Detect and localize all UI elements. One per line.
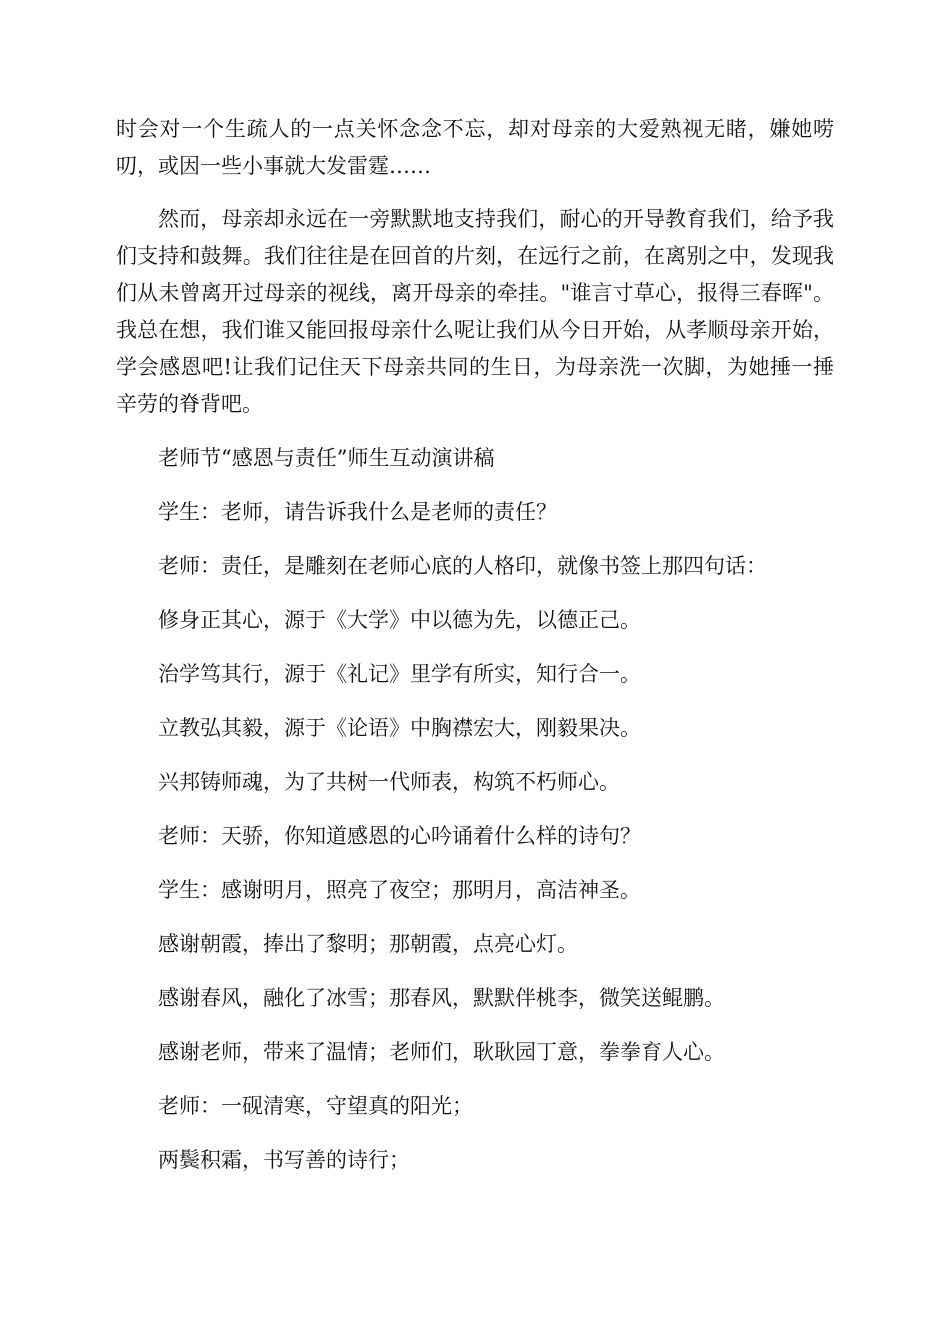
speech-line: 两鬓积霜，书写善的诗行； bbox=[158, 1148, 410, 1172]
speech-line: 老师：责任，是雕刻在老师心底的人格印，就像书签上那四句话： bbox=[158, 554, 767, 578]
speech-lines bbox=[116, 440, 834, 1179]
speech-line: 学生：感谢明月，照亮了夜空；那明月，高洁神圣。 bbox=[158, 878, 641, 902]
speech-line: 感谢朝霞，捧出了黎明；那朝霞，点亮心灯。 bbox=[158, 932, 578, 956]
paragraph-1: 时会对一个生疏人的一点关怀念念不忘，却对母亲的大爱熟视无睹，嫌她唠叨，或因一些小事就大发雷霆…… bbox=[116, 117, 834, 178]
speech-line: 学生：老师，请告诉我什么是老师的责任？ bbox=[158, 500, 557, 524]
speech-line: 感谢春风，融化了冰雪；那春风，默默伴桃李，微笑送鲲鹏。 bbox=[158, 986, 725, 1010]
speech-line: 治学笃其行，源于《礼记》里学有所实，知行合一。 bbox=[158, 662, 641, 686]
speech-title: 老师节“感恩与责任”师生互动演讲稿 bbox=[158, 446, 495, 470]
speech-line: 老师：天骄，你知道感恩的心吟诵着什么样的诗句？ bbox=[158, 824, 641, 848]
speech-line: 立教弘其毅，源于《论语》中胸襟宏大，刚毅果决。 bbox=[158, 716, 641, 740]
document-body bbox=[116, 111, 834, 1179]
speech-line: 修身正其心，源于《大学》中以德为先，以德正己。 bbox=[158, 608, 641, 632]
speech-line: 老师：一砚清寒，守望真的阳光； bbox=[158, 1094, 473, 1118]
paragraph-2: 然而，母亲却永远在一旁默默地支持我们，耐心的开导教育我们，给予我们支持和鼓舞。我们往往是在回首的片刻，在远行之前，在离别之中，发现我们从未曾离开过母亲的视线，离开母亲的牵挂。"谁言寸草心，报得三春晖"。我总在想，我们谁又能回报母亲什么呢让我们从今日开始，从孝顺母亲开始，学会感恩吧!让我们记住天下母亲共同的生日，为母亲洗一次脚，为她捶一捶辛劳的脊背吧。 bbox=[116, 207, 834, 416]
speech-line: 感谢老师，带来了温情；老师们，耿耿园丁意，拳拳育人心。 bbox=[158, 1040, 725, 1064]
speech-line: 兴邦铸师魂，为了共树一代师表，构筑不朽师心。 bbox=[158, 770, 620, 794]
